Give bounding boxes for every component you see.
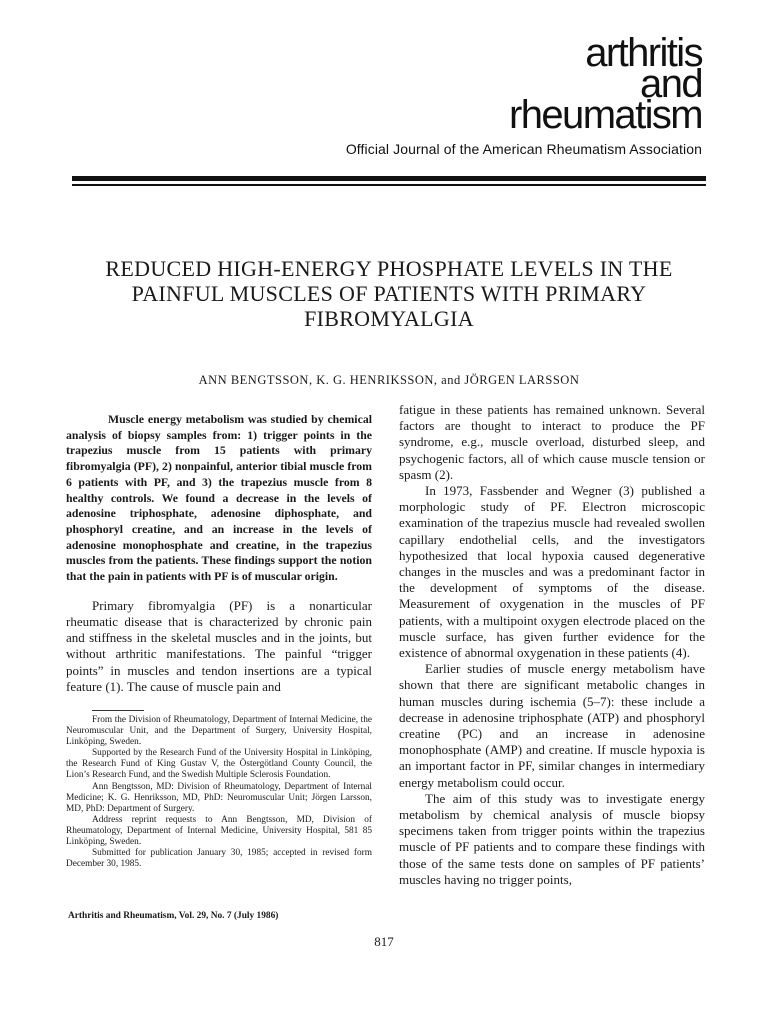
article-title: REDUCED HIGH-ENERGY PHOSPHATE LEVELS IN THE PAINFUL MUSCLES OF PATIENTS WITH PRIMARY FIBROMYALGIA	[105, 256, 673, 331]
body-paragraph: fatigue in these patients has remained unknown. Several factors are thought to interact to produce the PF syndrome, e.g., muscle overload, disturbed sleep, and psychogenic factors, all of which cause muscle tension or spasm (2).	[399, 402, 705, 482]
footnote-authors: Ann Bengtsson, MD: Division of Rheumatology, Department of Internal Medicine; K. G. Henriksson, MD, PhD: Neuromuscular Unit; Jörgen Larsson, MD, PhD: Department of Surgery.	[66, 781, 372, 814]
journal-title-line: rheumatism	[509, 93, 702, 137]
footnote-affiliation: From the Division of Rheumatology, Department of Internal Medicine, the Neuromuscular Unit, and the Department of Surgery, University Hospital, Linköping, Sweden.	[66, 714, 372, 748]
footnote-funding: Supported by the Research Fund of the University Hospital in Linköping, the Research Fund of King Gustav V, the Östergötland County Council, the Lion’s Research Fund, and the Swedish Multiple Sclerosis Foundation.	[66, 748, 372, 781]
header-divider-thin	[72, 184, 706, 186]
body-paragraph: The aim of this study was to investigate energy metabolism by chemical analysis of muscle biopsy specimens taken from trigger points within the trapezius muscle of PF patients and to compare these findings with those of the same tests done on samples of PF patients’ muscles having no trigger points,	[399, 790, 705, 887]
header-divider-thick	[72, 176, 706, 181]
journal-title-line: and	[640, 62, 702, 106]
body-paragraph: Earlier studies of muscle energy metabolism have shown that there are significant metabolic changes in human muscles during ischemia (5–7): these include a decrease in adenosine triphosphate (ATP) and phosphoryl creatine (PC) and an increase in adenosine monophosphate (AMP) and creatine. If muscle hypoxia is an important factor in PF, similar changes in intermediary energy metabolism could occur.	[399, 661, 705, 790]
footnote-divider	[92, 710, 144, 711]
footnote-reprints: Address reprint requests to Ann Bengtsson, MD, Division of Rheumatology, Department of Internal Medicine, University Hospital, 581 85 Linköping, Sweden.	[66, 814, 372, 847]
abstract: Muscle energy metabolism was studied by chemical analysis of biopsy samples from: 1) trigger points in the trapezius muscle from 15 patients with primary fibromyalgia (PF), 2) nonpainful, anterior tibial muscle from 6 patients with PF, and 3) the trapezius muscle from 8 healthy controls. We found a decrease in the levels of adenosine triphosphate, adenosine diphosphate, and phosphoryl creatine, and an increase in the levels of adenosine monophosphate and creatine, in the trapezius muscles from the patients. These findings support the notion that the pain in patients with PF is of muscular origin.	[66, 412, 372, 584]
journal-masthead	[345, 31, 702, 157]
body-paragraph: In 1973, Fassbender and Wegner (3) published a morphologic study of PF. Electron microscopic examination of the trapezius muscle had revealed swollen capillary endothelial cells, and the investigators hypothesized that local hypoxia caused degenerative changes in the muscles and was a predominant factor in the development of symptoms of the disease. Measurement of oxygenation in the muscles of PF patients, with a multipoint oxygen electrode placed on the muscle surface, has given further evidence for the existence of abnormal oxygenation in these patients (4).	[399, 483, 705, 661]
footer-citation: Arthritis and Rheumatism, Vol. 29, No. 7 (July 1986)	[68, 911, 279, 921]
journal-subtitle: Official Journal of the American Rheumatism Association	[345, 141, 702, 157]
footnotes	[66, 715, 372, 870]
footnote-dates: Submitted for publication January 30, 1985; accepted in revised form December 30, 1985.	[66, 848, 372, 870]
journal-title	[346, 31, 702, 137]
page-number: 817	[374, 934, 394, 949]
journal-title-line: arthritis	[585, 31, 702, 75]
left-column	[66, 402, 372, 870]
right-column	[399, 402, 705, 888]
article-authors: ANN BENGTSSON, K. G. HENRIKSSON, and JÖRGEN LARSSON	[198, 373, 580, 387]
intro-paragraph: Primary fibromyalgia (PF) is a nonarticular rheumatic disease that is characterized by chronic pain and stiffness in the skeletal muscles and in the joints, but without arthritic manifestations. The painful “trigger points” in muscles and tendon insertions are a typical feature (1). The cause of muscle pain and	[66, 597, 372, 694]
